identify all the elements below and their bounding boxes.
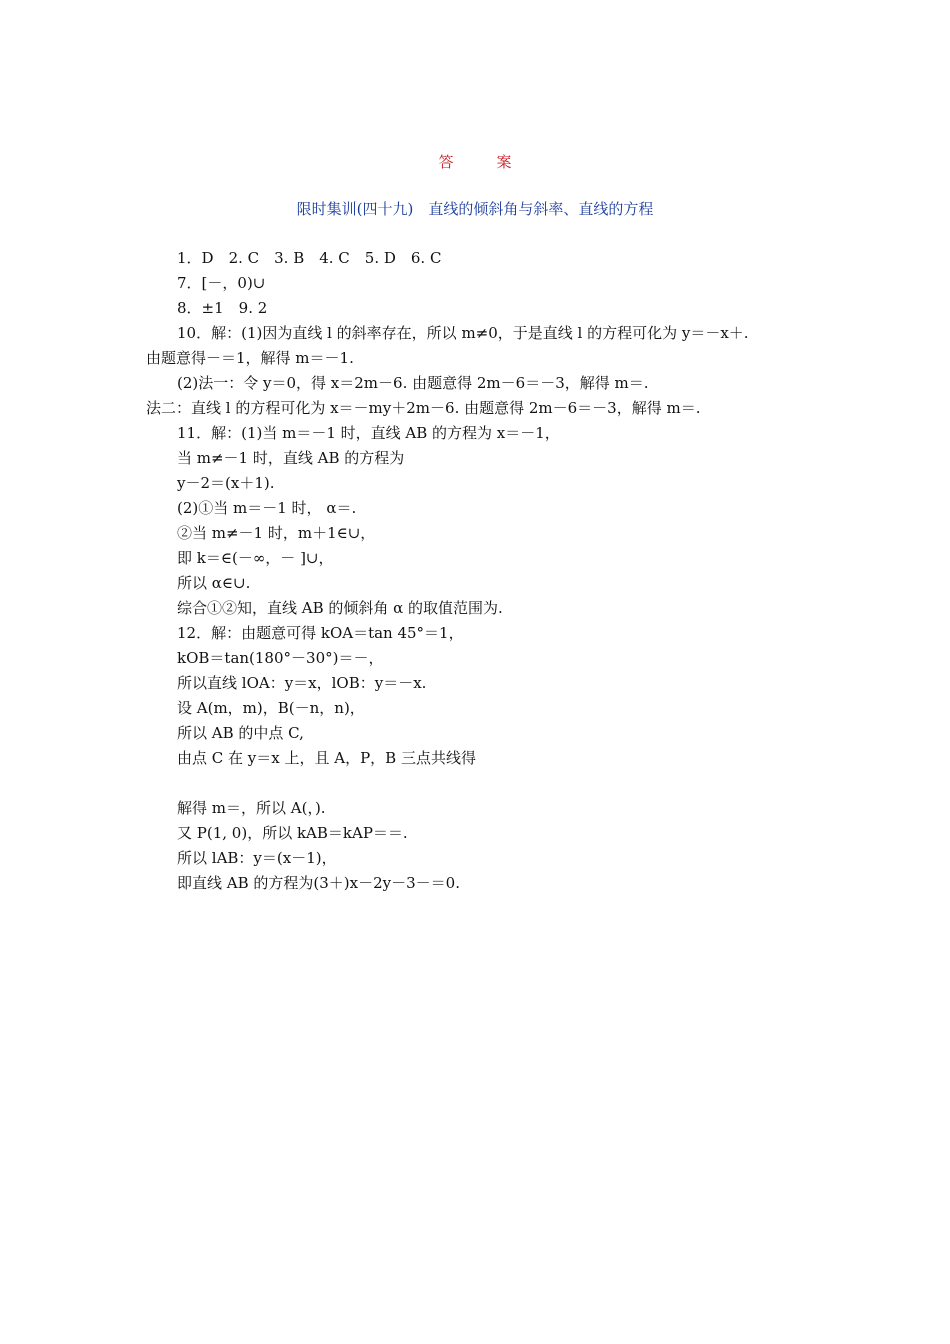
answer-line-11-h: 综合①②知，直线 AB 的倾斜角 α 的取值范围为. [177,599,503,617]
answer-line-1-6: 1．D 2. C 3. B 4. C 5. D 6. C [177,249,442,267]
answer-line-11-a: 11．解：(1)当 m＝－1 时，直线 AB 的方程为 x＝－1， [177,424,560,442]
answer-line-12-d: 设 A(m，m)，B(－n，n)， [177,699,365,717]
answer-line-10-c: (2)法一：令 y＝0，得 x＝2m－6. 由题意得 2m－6＝－3，解得 m＝. [177,374,649,392]
answer-line-10-b: 由题意得－＝1，解得 m＝－1. [146,349,354,367]
answer-line-11-b: 当 m≠－1 时，直线 AB 的方程为 [177,449,405,467]
answer-line-12-c: 所以直线 lOA：y＝x，lOB：y＝－x. [177,674,427,692]
answer-line-12-f: 由点 C 在 y＝x 上，且 A，P，B 三点共线得 [177,749,476,767]
answer-line-12-e: 所以 AB 的中点 C, [177,724,304,742]
answer-line-12-i: 所以 lAB：y＝(x－1)， [177,849,337,867]
answer-line-8-9: 8．±1 9. 2 [177,299,268,317]
answer-line-12-b: kOB＝tan(180°－30°)＝－， [177,649,384,667]
answer-line-10-d: 法二：直线 l 的方程可化为 x＝－my＋2m－6. 由题意得 2m－6＝－3，解得 m＝. [146,399,701,417]
section-subtitle: 限时集训(四十九) 直线的倾斜角与斜率、直线的方程 [296,200,654,218]
answer-line-11-e: ②当 m≠－1 时，m＋1∈∪， [177,524,376,542]
answer-line-12-g: 解得 m＝，所以 A(，). [177,799,326,817]
answer-line-12-a: 12．解：由题意可得 kOA＝tan 45°＝1， [177,624,464,642]
answer-line-10-a: 10．解：(1)因为直线 l 的斜率存在，所以 m≠0，于是直线 l 的方程可化为 y＝－x＋. [177,324,749,342]
answer-line-11-g: 所以 α∈∪. [177,574,251,592]
answer-line-12-h: 又 P(1, 0)，所以 kAB＝kAP＝＝. [177,824,408,842]
answer-line-11-c: y－2＝(x＋1). [177,474,275,492]
answer-line-12-j: 即直线 AB 的方程为(3＋)x－2y－3－＝0. [177,874,460,892]
answer-line-11-d: (2)①当 m＝－1 时， α＝. [177,499,357,517]
answer-line-11-f: 即 k＝∈(－∞，－ ]∪， [177,549,334,567]
answer-line-7: 7．[－，0)∪ [177,274,266,292]
page-title: 答 案 [438,153,526,171]
